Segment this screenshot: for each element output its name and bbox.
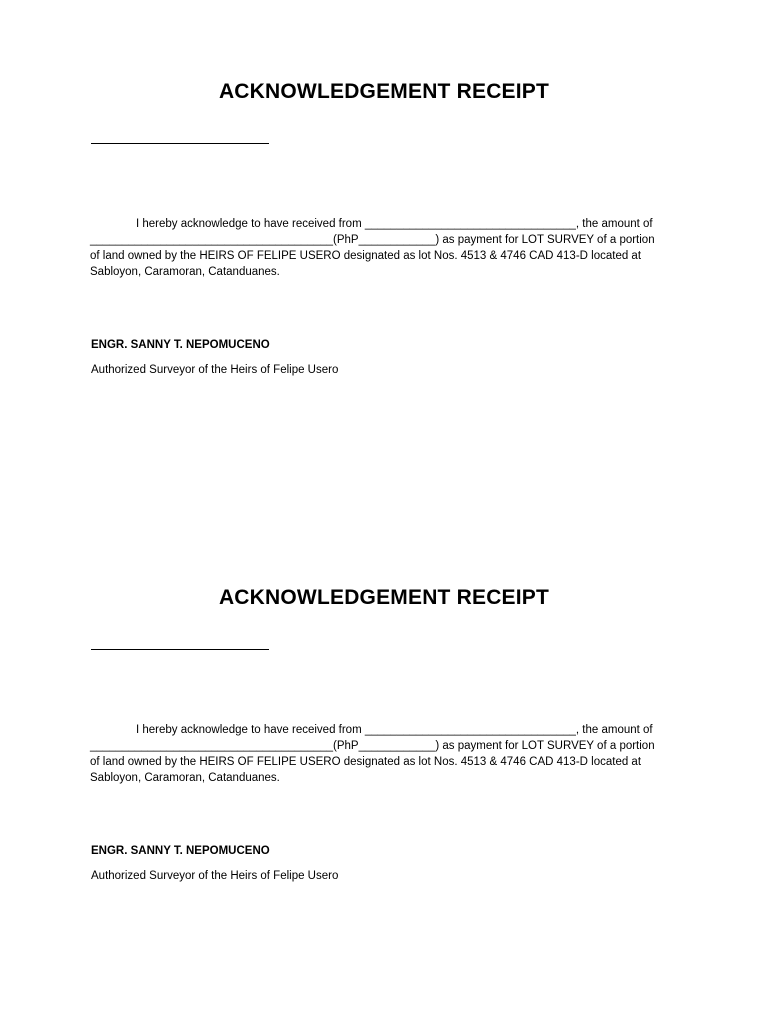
signer-title: Authorized Surveyor of the Heirs of Felipe Usero — [91, 364, 339, 376]
signer-name: ENGR. SANNY T. NEPOMUCENO — [91, 339, 270, 351]
receipt-body — [90, 722, 680, 786]
body-line-1-text: I hereby acknowledge to have received from _________________________________, the amount of — [136, 724, 653, 736]
signer-title: Authorized Surveyor of the Heirs of Felipe Usero — [91, 870, 339, 882]
body-line-3: of land owned by the HEIRS OF FELIPE USERO designated as lot Nos. 4513 & 4746 CAD 413-D located at — [90, 756, 642, 768]
date-blank-line — [91, 649, 269, 650]
body-line-1 — [90, 216, 680, 232]
receipt-title: ACKNOWLEDGEMENT RECEIPT — [218, 586, 550, 609]
body-line-1-text: I hereby acknowledge to have received from _________________________________, the amount of — [136, 218, 653, 230]
body-line-3: of land owned by the HEIRS OF FELIPE USERO designated as lot Nos. 4513 & 4746 CAD 413-D located at — [90, 250, 642, 262]
receipt-title: ACKNOWLEDGEMENT RECEIPT — [218, 80, 550, 103]
body-line-2: ______________________________________(PhP____________) as payment for LOT SURVEY of a portion — [90, 234, 655, 246]
body-line-4: Sabloyon, Caramoran, Catanduanes. — [90, 266, 280, 278]
body-line-4: Sabloyon, Caramoran, Catanduanes. — [90, 772, 280, 784]
body-line-1 — [90, 722, 680, 738]
date-blank-line — [91, 143, 269, 144]
signer-name: ENGR. SANNY T. NEPOMUCENO — [91, 845, 270, 857]
receipt-body — [90, 216, 680, 280]
body-line-2: ______________________________________(PhP____________) as payment for LOT SURVEY of a portion — [90, 740, 655, 752]
